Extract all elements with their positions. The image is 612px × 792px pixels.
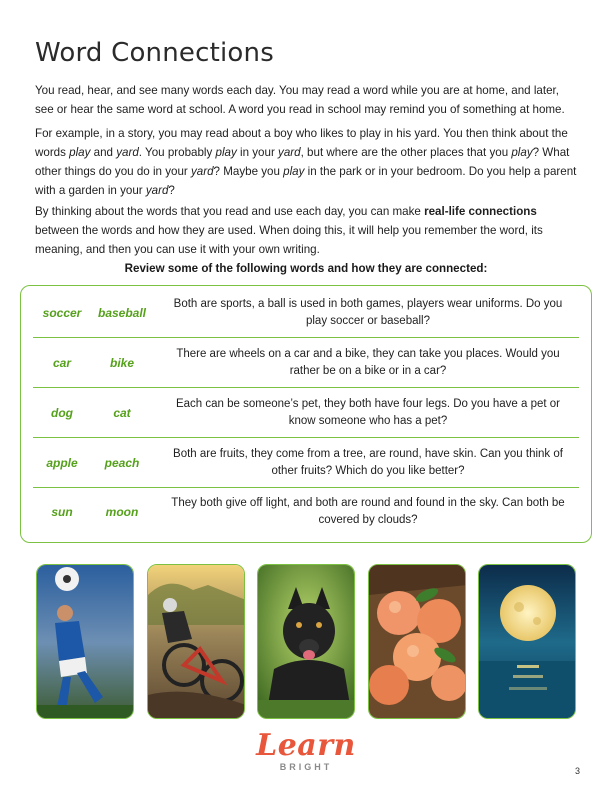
dog-photo bbox=[257, 564, 355, 719]
connection-description: They both give off light, and both are round and found in the sky. Can both be covered by clouds? bbox=[171, 497, 565, 526]
page-title: Word Connections bbox=[35, 38, 274, 68]
word-2: peach bbox=[104, 456, 140, 470]
logo-wordmark: Learn bbox=[256, 728, 356, 763]
word-1: car bbox=[52, 356, 72, 370]
word-1: dog bbox=[51, 406, 73, 420]
word-connections-table bbox=[20, 285, 592, 543]
connection-description: Each can be someone’s pet, they both have four legs. Do you have a pet or know someone who has a pet? bbox=[175, 398, 560, 427]
intro-paragraph-2: For example, in a story, you may read about a boy who likes to play in his yard. You then think about the words play and yard. You probably play in your yard, but where are the other places that you play? What other things do you do in your yard? Maybe you play in the park or in your bedroom. Do you help a parent with a garden in your yard? bbox=[35, 127, 577, 197]
mountain-bike-photo bbox=[147, 564, 245, 719]
logo-subtitle: BRIGHT bbox=[279, 762, 333, 772]
word-2: baseball bbox=[97, 306, 147, 320]
word-1: soccer bbox=[42, 306, 82, 320]
moon-over-sea-photo bbox=[478, 564, 576, 719]
word-1: apple bbox=[46, 456, 78, 470]
word-2: cat bbox=[113, 406, 131, 420]
intro-paragraph-3: By thinking about the words that you read and use each day, you can make real-life connections between the words and how they are used. When doing this, it will help you remember the word, its meaning, and then you can use it with your own writing. bbox=[35, 205, 543, 256]
connection-description: Both are fruits, they come from a tree, are round, have skin. Can you think of other fruits? Which do you like better? bbox=[173, 448, 563, 477]
review-heading: Review some of the following words and how they are connected: bbox=[124, 262, 488, 275]
table-row bbox=[21, 288, 591, 338]
intro-paragraph-1: You read, hear, and see many words each day. You may read a word while you are at home, and later, see or hear the same word at school. A word you read in school may remind you of something at home. bbox=[35, 84, 565, 116]
soccer-player-photo bbox=[36, 564, 134, 719]
learn-bright-logo bbox=[250, 728, 362, 779]
table-row bbox=[21, 438, 591, 488]
word-2: moon bbox=[105, 505, 139, 519]
word-2: bike bbox=[109, 356, 134, 370]
table-row bbox=[21, 388, 591, 438]
word-1: sun bbox=[51, 505, 73, 519]
page-number: 3 bbox=[575, 766, 581, 776]
connection-description: There are wheels on a car and a bike, they can take you places. Would you rather be on a bike or in a car? bbox=[176, 348, 560, 377]
peaches-photo bbox=[368, 564, 466, 719]
connection-description: Both are sports, a ball is used in both games, players wear uniforms. Do you play soccer or baseball? bbox=[173, 298, 563, 327]
table-row bbox=[21, 338, 591, 388]
table-row bbox=[21, 487, 591, 537]
